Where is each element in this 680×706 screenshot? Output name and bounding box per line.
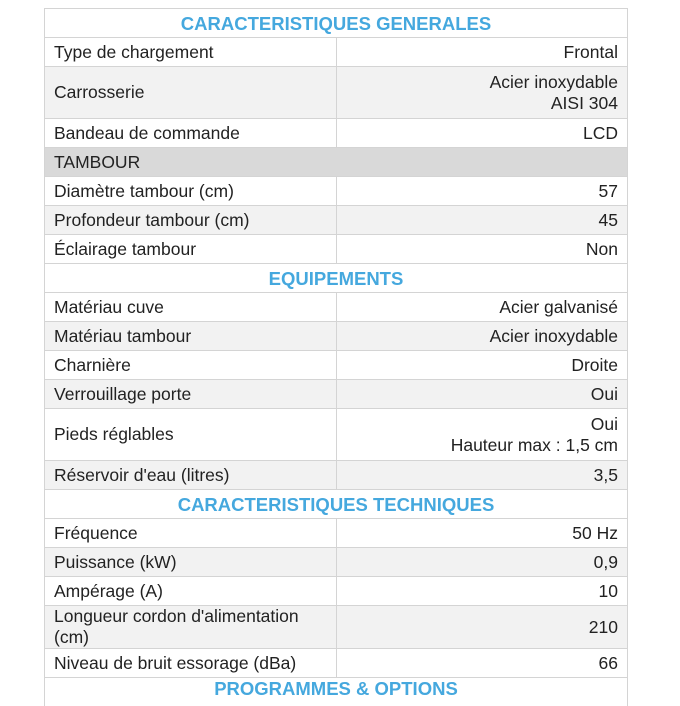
spec-value: Droite [336,351,628,380]
spec-value: LCD [336,119,628,148]
spec-row [45,351,628,380]
spec-row [45,380,628,409]
spec-value: 66 [336,649,628,678]
spec-value: Acier galvanisé [336,293,628,322]
spec-row [45,606,628,649]
spec-row [45,67,628,119]
spec-label: Carrosserie [45,67,337,119]
section-title: EQUIPEMENTS [45,264,628,293]
spec-row [45,38,628,67]
spec-row [45,519,628,548]
spec-value: 45 [336,206,628,235]
spec-value: 0,9 [336,548,628,577]
spec-row [45,177,628,206]
spec-label: Réservoir d'eau (litres) [45,461,337,490]
spec-label: Pieds réglables [45,409,337,461]
spec-label: Matériau cuve [45,293,337,322]
spec-label: Niveau de bruit essorage (dBa) [45,649,337,678]
spec-row [45,548,628,577]
spec-value: Non [336,235,628,264]
spec-label: Charnière [45,351,337,380]
spec-value: 10 [336,577,628,606]
spec-value: Acier inoxydable [336,322,628,351]
spec-row [45,293,628,322]
spec-value-line: Acier inoxydable [346,72,619,93]
spec-row [45,119,628,148]
spec-row [45,206,628,235]
spec-value [336,67,628,119]
spec-value-line: Hauteur max : 1,5 cm [346,435,619,456]
spec-value-line: Oui [346,414,619,435]
spec-value: 50 Hz [336,519,628,548]
spec-label: Longueur cordon d'alimentation (cm) [45,606,337,649]
spec-label: Éclairage tambour [45,235,337,264]
subsection-header-tambour [45,148,628,177]
spec-row [45,649,628,678]
spec-value-line: AISI 304 [346,93,619,114]
spec-label: Verrouillage porte [45,380,337,409]
section-title: CARACTERISTIQUES GENERALES [45,9,628,38]
section-header-equipements [45,264,628,293]
spec-label: Diamètre tambour (cm) [45,177,337,206]
spec-value: 210 [336,606,628,649]
spec-table [44,8,628,706]
spec-label: Ampérage (A) [45,577,337,606]
spec-label: Type de chargement [45,38,337,67]
spec-label: Matériau tambour [45,322,337,351]
spec-row [45,409,628,461]
spec-value: 3,5 [336,461,628,490]
spec-row [45,322,628,351]
spec-value: Oui [336,380,628,409]
spec-row [45,461,628,490]
spec-value [336,409,628,461]
spec-label: Puissance (kW) [45,548,337,577]
subsection-title: TAMBOUR [45,148,628,177]
spec-value: 57 [336,177,628,206]
spec-row [45,577,628,606]
section-title: CARACTERISTIQUES TECHNIQUES [45,490,628,519]
spec-value: Frontal [336,38,628,67]
section-header-generales [45,9,628,38]
spec-label: Profondeur tambour (cm) [45,206,337,235]
spec-label: Bandeau de commande [45,119,337,148]
spec-row [45,235,628,264]
spec-label: Fréquence [45,519,337,548]
section-header-techniques [45,490,628,519]
section-title: PROGRAMMES & OPTIONS [45,678,628,706]
section-header-programmes [45,678,628,706]
